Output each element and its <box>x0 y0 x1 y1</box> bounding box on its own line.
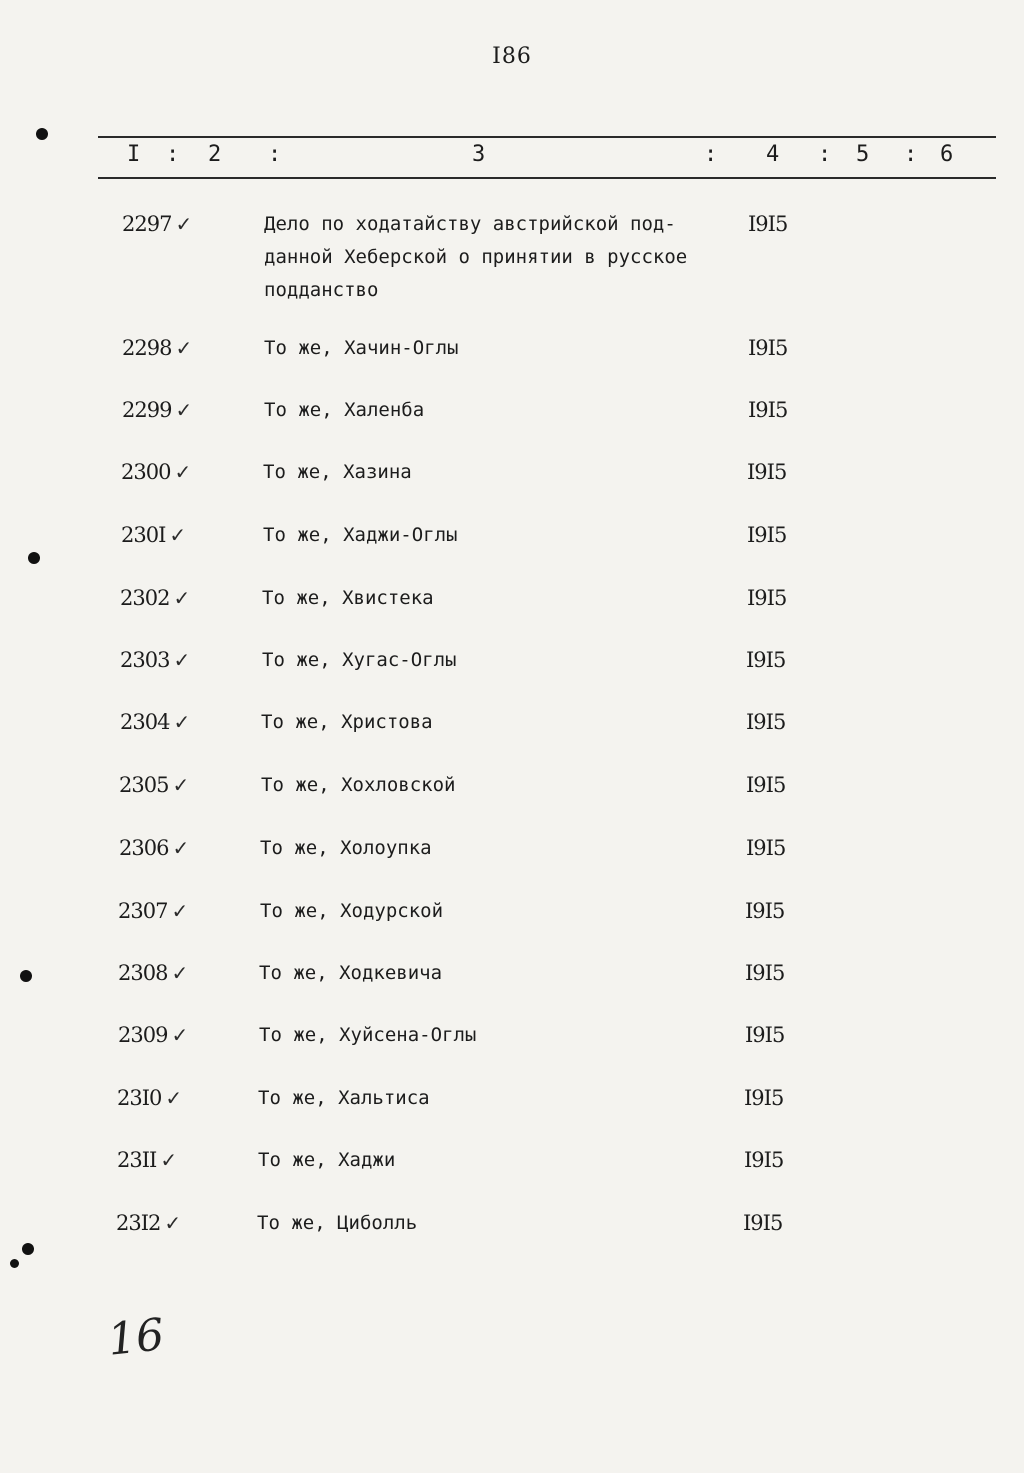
check-mark-icon: ✓ <box>165 1086 182 1110</box>
table-row <box>0 836 1024 876</box>
entry-number: 2309 ✓ <box>118 1023 188 1047</box>
header-sep-3: : <box>704 142 718 167</box>
header-sep-4: : <box>818 142 832 167</box>
check-mark-icon: ✓ <box>174 460 191 484</box>
entry-year: I9I5 <box>747 586 787 610</box>
entry-number: 2308 ✓ <box>118 961 188 985</box>
table-row <box>0 899 1024 939</box>
entry-title: То же, Циболль <box>257 1212 418 1234</box>
entry-year: I9I5 <box>743 1211 783 1235</box>
header-col-4: 4 <box>766 142 780 167</box>
entry-year: I9I5 <box>745 1023 785 1047</box>
check-mark-icon: ✓ <box>160 1148 177 1172</box>
table-row <box>0 710 1024 750</box>
entry-number: 2297 ✓ <box>122 212 192 236</box>
entry-number: 2306 ✓ <box>119 836 189 860</box>
entry-title: То же, Хачин-Оглы <box>264 337 459 359</box>
header-col-1: I <box>127 142 141 167</box>
entry-year: I9I5 <box>744 1148 784 1172</box>
entry-year: I9I5 <box>748 212 788 236</box>
scan-speck <box>22 1243 34 1255</box>
entry-year: I9I5 <box>746 648 786 672</box>
entry-year: I9I5 <box>746 836 786 860</box>
header-col-3: 3 <box>472 142 486 167</box>
entry-number: 23I0 ✓ <box>117 1086 182 1110</box>
entry-year: I9I5 <box>746 773 786 797</box>
scan-speck <box>36 128 48 140</box>
table-row <box>0 460 1024 500</box>
entry-title: То же, Хохловской <box>261 774 456 796</box>
entry-number: 2302 ✓ <box>120 586 190 610</box>
handwritten-note: 16 <box>105 1309 167 1366</box>
entry-title: То же, Хвистека <box>262 587 434 609</box>
entry-number: 2305 ✓ <box>119 773 189 797</box>
header-col-2: 2 <box>208 142 222 167</box>
entry-year: I9I5 <box>748 336 788 360</box>
entry-title: То же, Хаджи <box>258 1149 396 1171</box>
check-mark-icon: ✓ <box>173 648 190 672</box>
entry-title: То же, Хальтиса <box>258 1087 430 1109</box>
header-top-rule <box>98 136 996 138</box>
table-row <box>0 648 1024 688</box>
entry-title: То же, Хуйсена-Оглы <box>259 1024 477 1046</box>
entry-title: То же, Хазина <box>263 461 412 483</box>
entry-title: То же, Халенба <box>264 399 425 421</box>
check-mark-icon: ✓ <box>173 710 190 734</box>
header-col-6: 6 <box>940 142 954 167</box>
entry-year: I9I5 <box>746 710 786 734</box>
entry-year: I9I5 <box>745 961 785 985</box>
table-row <box>0 523 1024 563</box>
entry-year: I9I5 <box>745 899 785 923</box>
check-mark-icon: ✓ <box>175 398 192 422</box>
scan-speck <box>20 970 32 982</box>
check-mark-icon: ✓ <box>172 836 189 860</box>
entry-title: То же, Ходурской <box>260 900 444 922</box>
entry-number: 2304 ✓ <box>120 710 190 734</box>
entry-title: То же, Ходкевича <box>259 962 443 984</box>
entry-number: 23I2 ✓ <box>116 1211 181 1235</box>
entry-title: То же, Хаджи-Оглы <box>263 524 458 546</box>
header-sep-2: : <box>268 142 282 167</box>
entry-title: То же, Хугас-Оглы <box>262 649 457 671</box>
entry-title-line: данной Хеберской о принятии в русское <box>264 246 688 268</box>
table-row <box>0 961 1024 1001</box>
check-mark-icon: ✓ <box>173 586 190 610</box>
header-bottom-rule <box>98 177 996 179</box>
check-mark-icon: ✓ <box>175 212 192 236</box>
table-row <box>0 1086 1024 1126</box>
table-row <box>0 1023 1024 1063</box>
table-row <box>0 336 1024 376</box>
entry-title: То же, Холоупка <box>260 837 432 859</box>
entry-year: I9I5 <box>747 460 787 484</box>
check-mark-icon: ✓ <box>169 523 186 547</box>
entry-number: 2298 ✓ <box>122 336 192 360</box>
entry-year: I9I5 <box>747 523 787 547</box>
entry-number: 2307 ✓ <box>118 899 188 923</box>
check-mark-icon: ✓ <box>171 1023 188 1047</box>
entry-title <box>264 208 687 307</box>
check-mark-icon: ✓ <box>171 961 188 985</box>
entry-number: 2300 ✓ <box>121 460 191 484</box>
entry-number: 230I ✓ <box>121 523 186 547</box>
check-mark-icon: ✓ <box>172 773 189 797</box>
header-col-5: 5 <box>856 142 870 167</box>
table-row <box>0 1211 1024 1251</box>
entry-year: I9I5 <box>744 1086 784 1110</box>
scan-speck <box>10 1259 19 1268</box>
table-row <box>0 773 1024 813</box>
table-row <box>0 1148 1024 1188</box>
check-mark-icon: ✓ <box>175 336 192 360</box>
entry-title-line: подданство <box>264 279 379 301</box>
table-row <box>0 398 1024 438</box>
check-mark-icon: ✓ <box>171 899 188 923</box>
table-row <box>0 586 1024 626</box>
entry-title-line: Дело по ходатайству австрийской под- <box>264 213 676 235</box>
entry-title: То же, Христова <box>261 711 433 733</box>
entry-number: 2303 ✓ <box>120 648 190 672</box>
entry-number: 23II ✓ <box>117 1148 177 1172</box>
scan-speck <box>28 552 40 564</box>
header-sep-5: : <box>904 142 918 167</box>
entry-number: 2299 ✓ <box>122 398 192 422</box>
page-number: I86 <box>492 44 532 69</box>
entry-year: I9I5 <box>748 398 788 422</box>
check-mark-icon: ✓ <box>164 1211 181 1235</box>
header-sep-1: : <box>166 142 180 167</box>
table-row <box>0 208 1024 301</box>
